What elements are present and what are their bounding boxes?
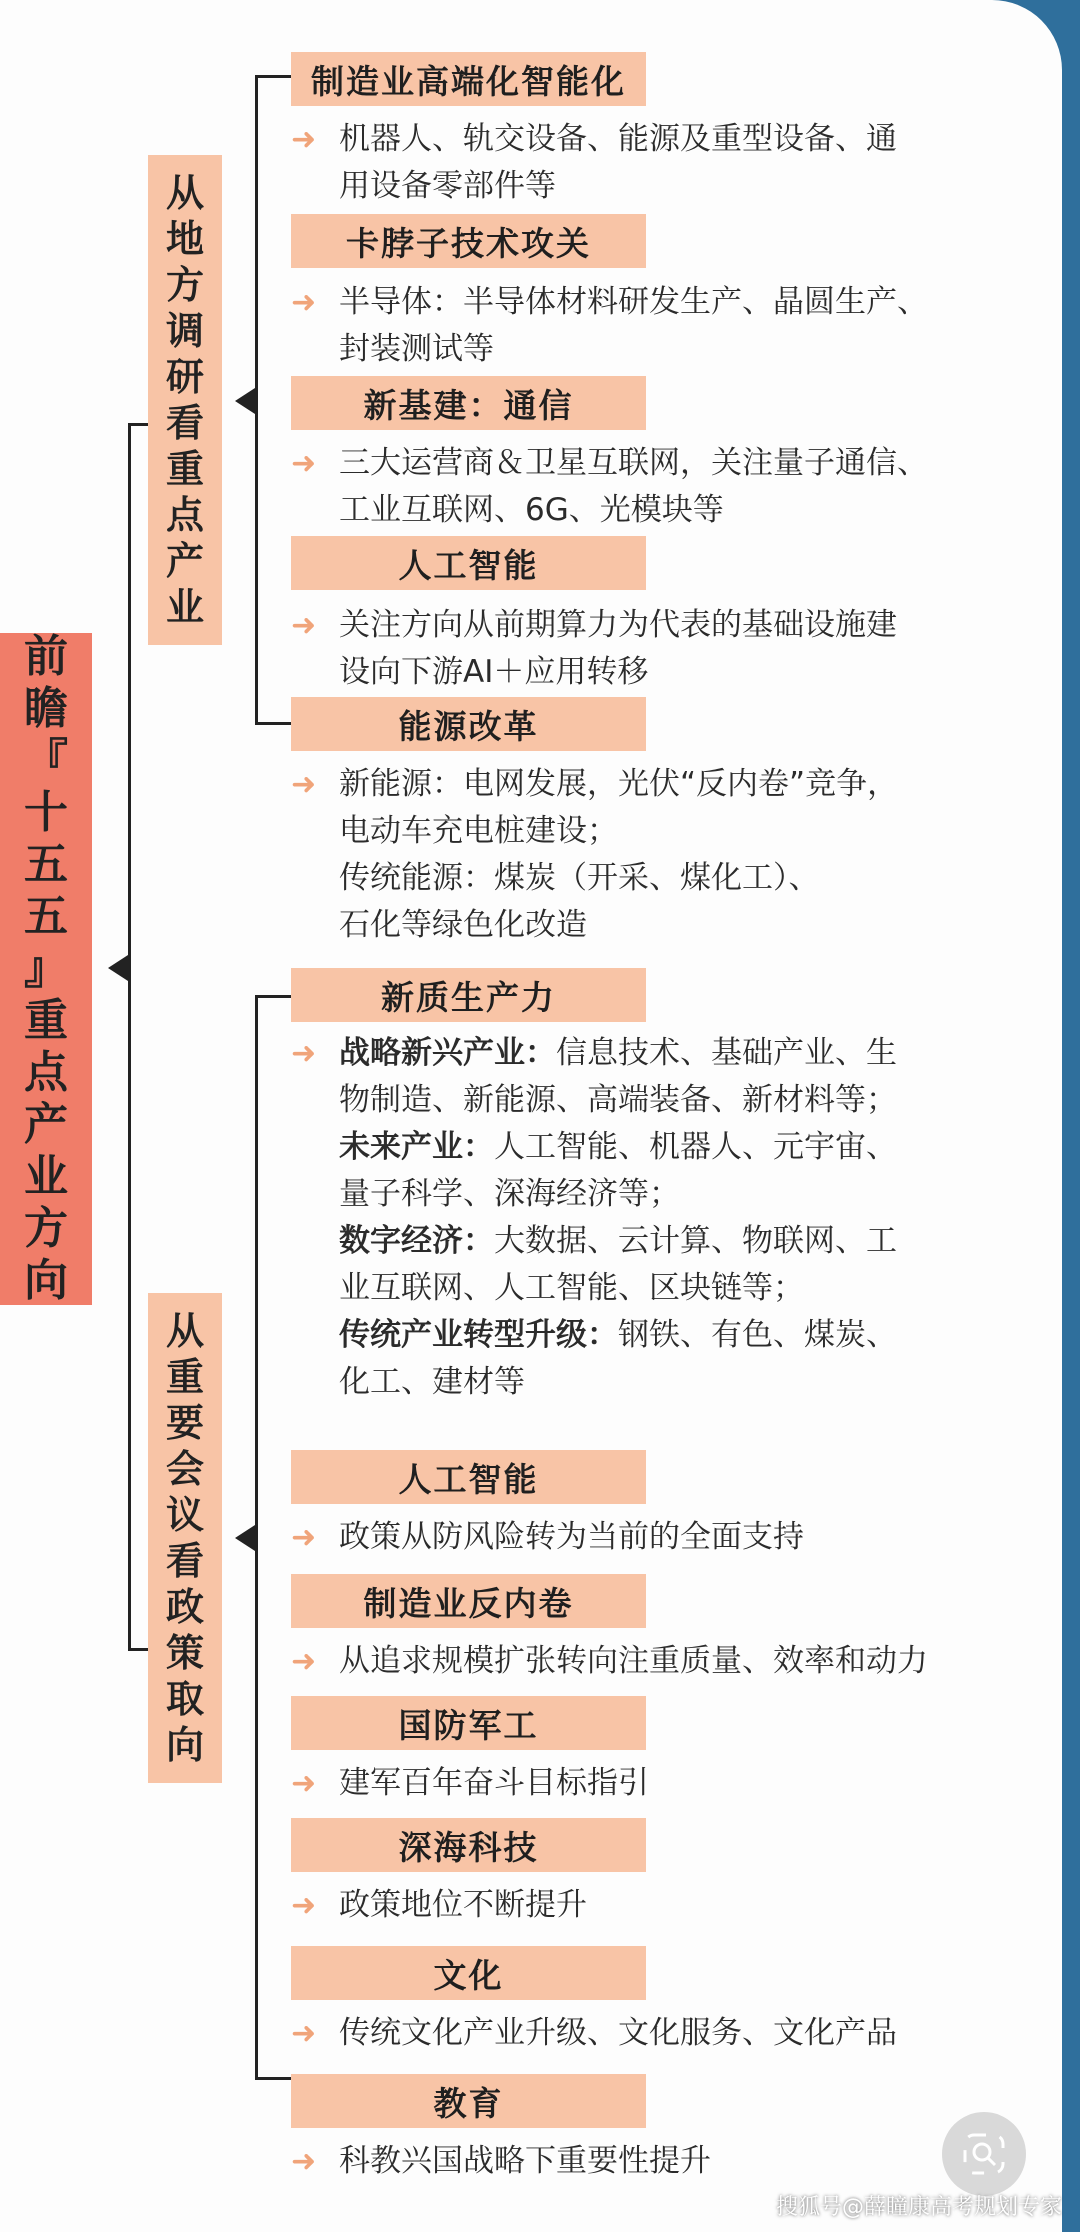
branch1-connector-top xyxy=(255,75,291,78)
root-connector-top xyxy=(128,423,148,426)
description-label: 数字经济： xyxy=(339,1223,494,1259)
branch1-label-char: 从 xyxy=(165,171,204,215)
description-line xyxy=(291,649,1051,696)
description-line xyxy=(291,902,1051,949)
root-pointer-icon xyxy=(108,955,128,981)
arrow-right-icon: ➜ xyxy=(291,1888,317,1923)
branch2-connector-vertical xyxy=(255,995,258,2080)
root-label-char: 方 xyxy=(24,1203,68,1254)
description-line xyxy=(291,487,1051,534)
description-line xyxy=(291,1077,1051,1124)
category-description xyxy=(291,279,1051,373)
description-text: 传统文化产业升级、文化服务、文化产品 xyxy=(339,2015,897,2051)
description-text: 关注方向从前期算力为代表的基础设施建 xyxy=(339,607,897,643)
category-box: 文化 xyxy=(291,1946,646,2000)
description-text: 石化等绿色化改造 xyxy=(339,907,587,943)
description-label: 未来产业： xyxy=(339,1129,494,1165)
description-line xyxy=(291,2138,1051,2185)
branch1-label-char: 方 xyxy=(165,263,204,307)
description-line xyxy=(291,279,1051,326)
category-description xyxy=(291,1760,1051,1807)
description-text: 设向下游AI＋应用转移 xyxy=(339,654,649,690)
category-description xyxy=(291,440,1051,534)
lens-search-icon[interactable] xyxy=(942,2112,1026,2196)
arrow-right-icon: ➜ xyxy=(291,767,317,802)
branch1-label-char: 重 xyxy=(165,447,204,491)
category-description xyxy=(291,1638,1051,1685)
arrow-right-icon: ➜ xyxy=(291,122,317,157)
description-line xyxy=(291,1218,1051,1265)
description-line xyxy=(291,1514,1051,1561)
description-line xyxy=(291,1312,1051,1359)
root-label-char: 五 xyxy=(24,891,68,942)
description-text: 传统能源：煤炭（开采、煤化工）、 xyxy=(339,860,820,896)
category-description xyxy=(291,2010,1051,2057)
root-label-char: 十 xyxy=(24,787,68,838)
description-text: 三大运营商＆卫星互联网，关注量子通信、 xyxy=(339,445,928,481)
description-line xyxy=(291,855,1051,902)
description-line xyxy=(291,1265,1051,1312)
branch1-label-char: 产 xyxy=(165,539,204,583)
description-text: 半导体：半导体材料研发生产、晶圆生产、 xyxy=(339,284,928,320)
category-box: 能源改革 xyxy=(291,697,646,751)
description-text: 新能源：电网发展，光伏“反内卷”竞争， xyxy=(339,766,899,802)
category-box: 人工智能 xyxy=(291,536,646,590)
description-line xyxy=(291,1638,1051,1685)
root-label-char: 前 xyxy=(24,631,68,682)
description-text: 机器人、轨交设备、能源及重型设备、通 xyxy=(339,121,897,157)
description-line xyxy=(291,808,1051,855)
description-text: 量子科学、深海经济等； xyxy=(339,1176,680,1212)
category-description xyxy=(291,602,1051,696)
description-text: 从追求规模扩张转向注重质量、效率和动力 xyxy=(339,1643,928,1679)
category-description xyxy=(291,2138,1051,2185)
root-connector-vertical xyxy=(128,423,131,1650)
branch2-label-char: 要 xyxy=(165,1401,204,1445)
branch-key-meetings xyxy=(148,1293,222,1783)
branch2-label-char: 从 xyxy=(165,1309,204,1353)
branch2-label-char: 会 xyxy=(165,1447,204,1491)
branch2-label-char: 策 xyxy=(165,1631,204,1675)
category-box: 制造业高端化智能化 xyxy=(291,52,646,106)
watermark-text: 搜狐号@薛瞳康高考规划专家 xyxy=(776,2195,1063,2220)
description-line xyxy=(291,1124,1051,1171)
branch2-label-char: 议 xyxy=(165,1493,204,1537)
branch2-label-char: 向 xyxy=(165,1723,204,1767)
description-text: 物制造、新能源、高端装备、新材料等； xyxy=(339,1082,897,1118)
branch1-connector-bottom xyxy=(255,722,291,725)
root-label-char: 瞻 xyxy=(24,683,68,734)
description-line xyxy=(291,1760,1051,1807)
description-line xyxy=(291,602,1051,649)
category-box: 人工智能 xyxy=(291,1450,646,1504)
root-label-char: 重 xyxy=(24,995,68,1046)
description-line xyxy=(291,116,1051,163)
description-text: 业互联网、人工智能、区块链等； xyxy=(339,1270,804,1306)
description-text: 钢铁、有色、煤炭、 xyxy=(618,1317,897,1353)
category-box: 卡脖子技术攻关 xyxy=(291,214,646,268)
description-label: 战略新兴产业： xyxy=(339,1035,556,1071)
arrow-right-icon: ➜ xyxy=(291,1766,317,1801)
branch1-connector-vertical xyxy=(255,75,258,725)
description-text: 科教兴国战略下重要性提升 xyxy=(339,2143,711,2179)
description-text: 电动车充电桩建设； xyxy=(339,813,618,849)
branch2-connector-top xyxy=(255,995,291,998)
category-description xyxy=(291,1514,1051,1561)
description-text: 政策地位不断提升 xyxy=(339,1887,587,1923)
description-line xyxy=(291,1171,1051,1218)
arrow-right-icon: ➜ xyxy=(291,446,317,481)
arrow-right-icon: ➜ xyxy=(291,285,317,320)
category-box: 教育 xyxy=(291,2074,646,2128)
branch2-label-char: 重 xyxy=(165,1355,204,1399)
lens-glyph-icon xyxy=(961,2131,1007,2177)
description-line xyxy=(291,440,1051,487)
root-label-char: 点 xyxy=(24,1047,68,1098)
arrow-right-icon: ➜ xyxy=(291,1520,317,1555)
category-description xyxy=(291,1882,1051,1929)
category-box: 新质生产力 xyxy=(291,968,646,1022)
root-label-char: 五 xyxy=(24,839,68,890)
description-line xyxy=(291,1882,1051,1929)
category-box: 新基建：通信 xyxy=(291,376,646,430)
branch1-label-char: 看 xyxy=(165,401,204,445)
description-line xyxy=(291,1359,1051,1406)
branch-local-research xyxy=(148,155,222,645)
root-node xyxy=(0,633,92,1305)
branch2-label-char: 看 xyxy=(165,1539,204,1583)
arrow-right-icon: ➜ xyxy=(291,2144,317,2179)
root-connector-bottom xyxy=(128,1648,148,1651)
description-line xyxy=(291,2010,1051,2057)
category-box: 国防军工 xyxy=(291,1696,646,1750)
root-label-char: 产 xyxy=(24,1099,68,1150)
branch2-label-char: 政 xyxy=(165,1585,204,1629)
description-line xyxy=(291,326,1051,373)
description-text: 工业互联网、6G、光模块等 xyxy=(339,492,724,528)
root-label-char: 』 xyxy=(24,943,68,994)
category-description xyxy=(291,116,1051,210)
branch1-label-char: 研 xyxy=(165,355,204,399)
arrow-right-icon: ➜ xyxy=(291,1644,317,1679)
description-text: 建军百年奋斗目标指引 xyxy=(339,1765,649,1801)
root-label-char: 业 xyxy=(24,1151,68,1202)
category-description xyxy=(291,761,1051,949)
root-label-char: 向 xyxy=(24,1255,68,1306)
description-label: 传统产业转型升级： xyxy=(339,1317,618,1353)
arrow-right-icon: ➜ xyxy=(291,1036,317,1071)
description-line xyxy=(291,163,1051,210)
category-description xyxy=(291,1030,1051,1406)
description-text: 人工智能、机器人、元宇宙、 xyxy=(494,1129,897,1165)
category-box: 深海科技 xyxy=(291,1818,646,1872)
description-text: 用设备零部件等 xyxy=(339,168,556,204)
description-line xyxy=(291,1030,1051,1077)
description-text: 封装测试等 xyxy=(339,331,494,367)
arrow-right-icon: ➜ xyxy=(291,608,317,643)
description-text: 大数据、云计算、物联网、工 xyxy=(494,1223,897,1259)
branch1-label-char: 点 xyxy=(165,493,204,537)
description-text: 化工、建材等 xyxy=(339,1364,525,1400)
category-box: 制造业反内卷 xyxy=(291,1574,646,1628)
branch1-label-char: 地 xyxy=(165,217,204,261)
branch2-label-char: 取 xyxy=(165,1677,204,1721)
branch2-pointer-icon xyxy=(235,1525,255,1551)
arrow-right-icon: ➜ xyxy=(291,2016,317,2051)
description-text: 政策从防风险转为当前的全面支持 xyxy=(339,1519,804,1555)
branch1-label-char: 调 xyxy=(165,309,204,353)
root-label-char: 『 xyxy=(24,735,68,786)
description-text: 信息技术、基础产业、生 xyxy=(556,1035,897,1071)
branch1-pointer-icon xyxy=(235,388,255,414)
branch2-connector-bottom xyxy=(255,2077,291,2080)
description-line xyxy=(291,761,1051,808)
branch1-label-char: 业 xyxy=(165,585,204,629)
